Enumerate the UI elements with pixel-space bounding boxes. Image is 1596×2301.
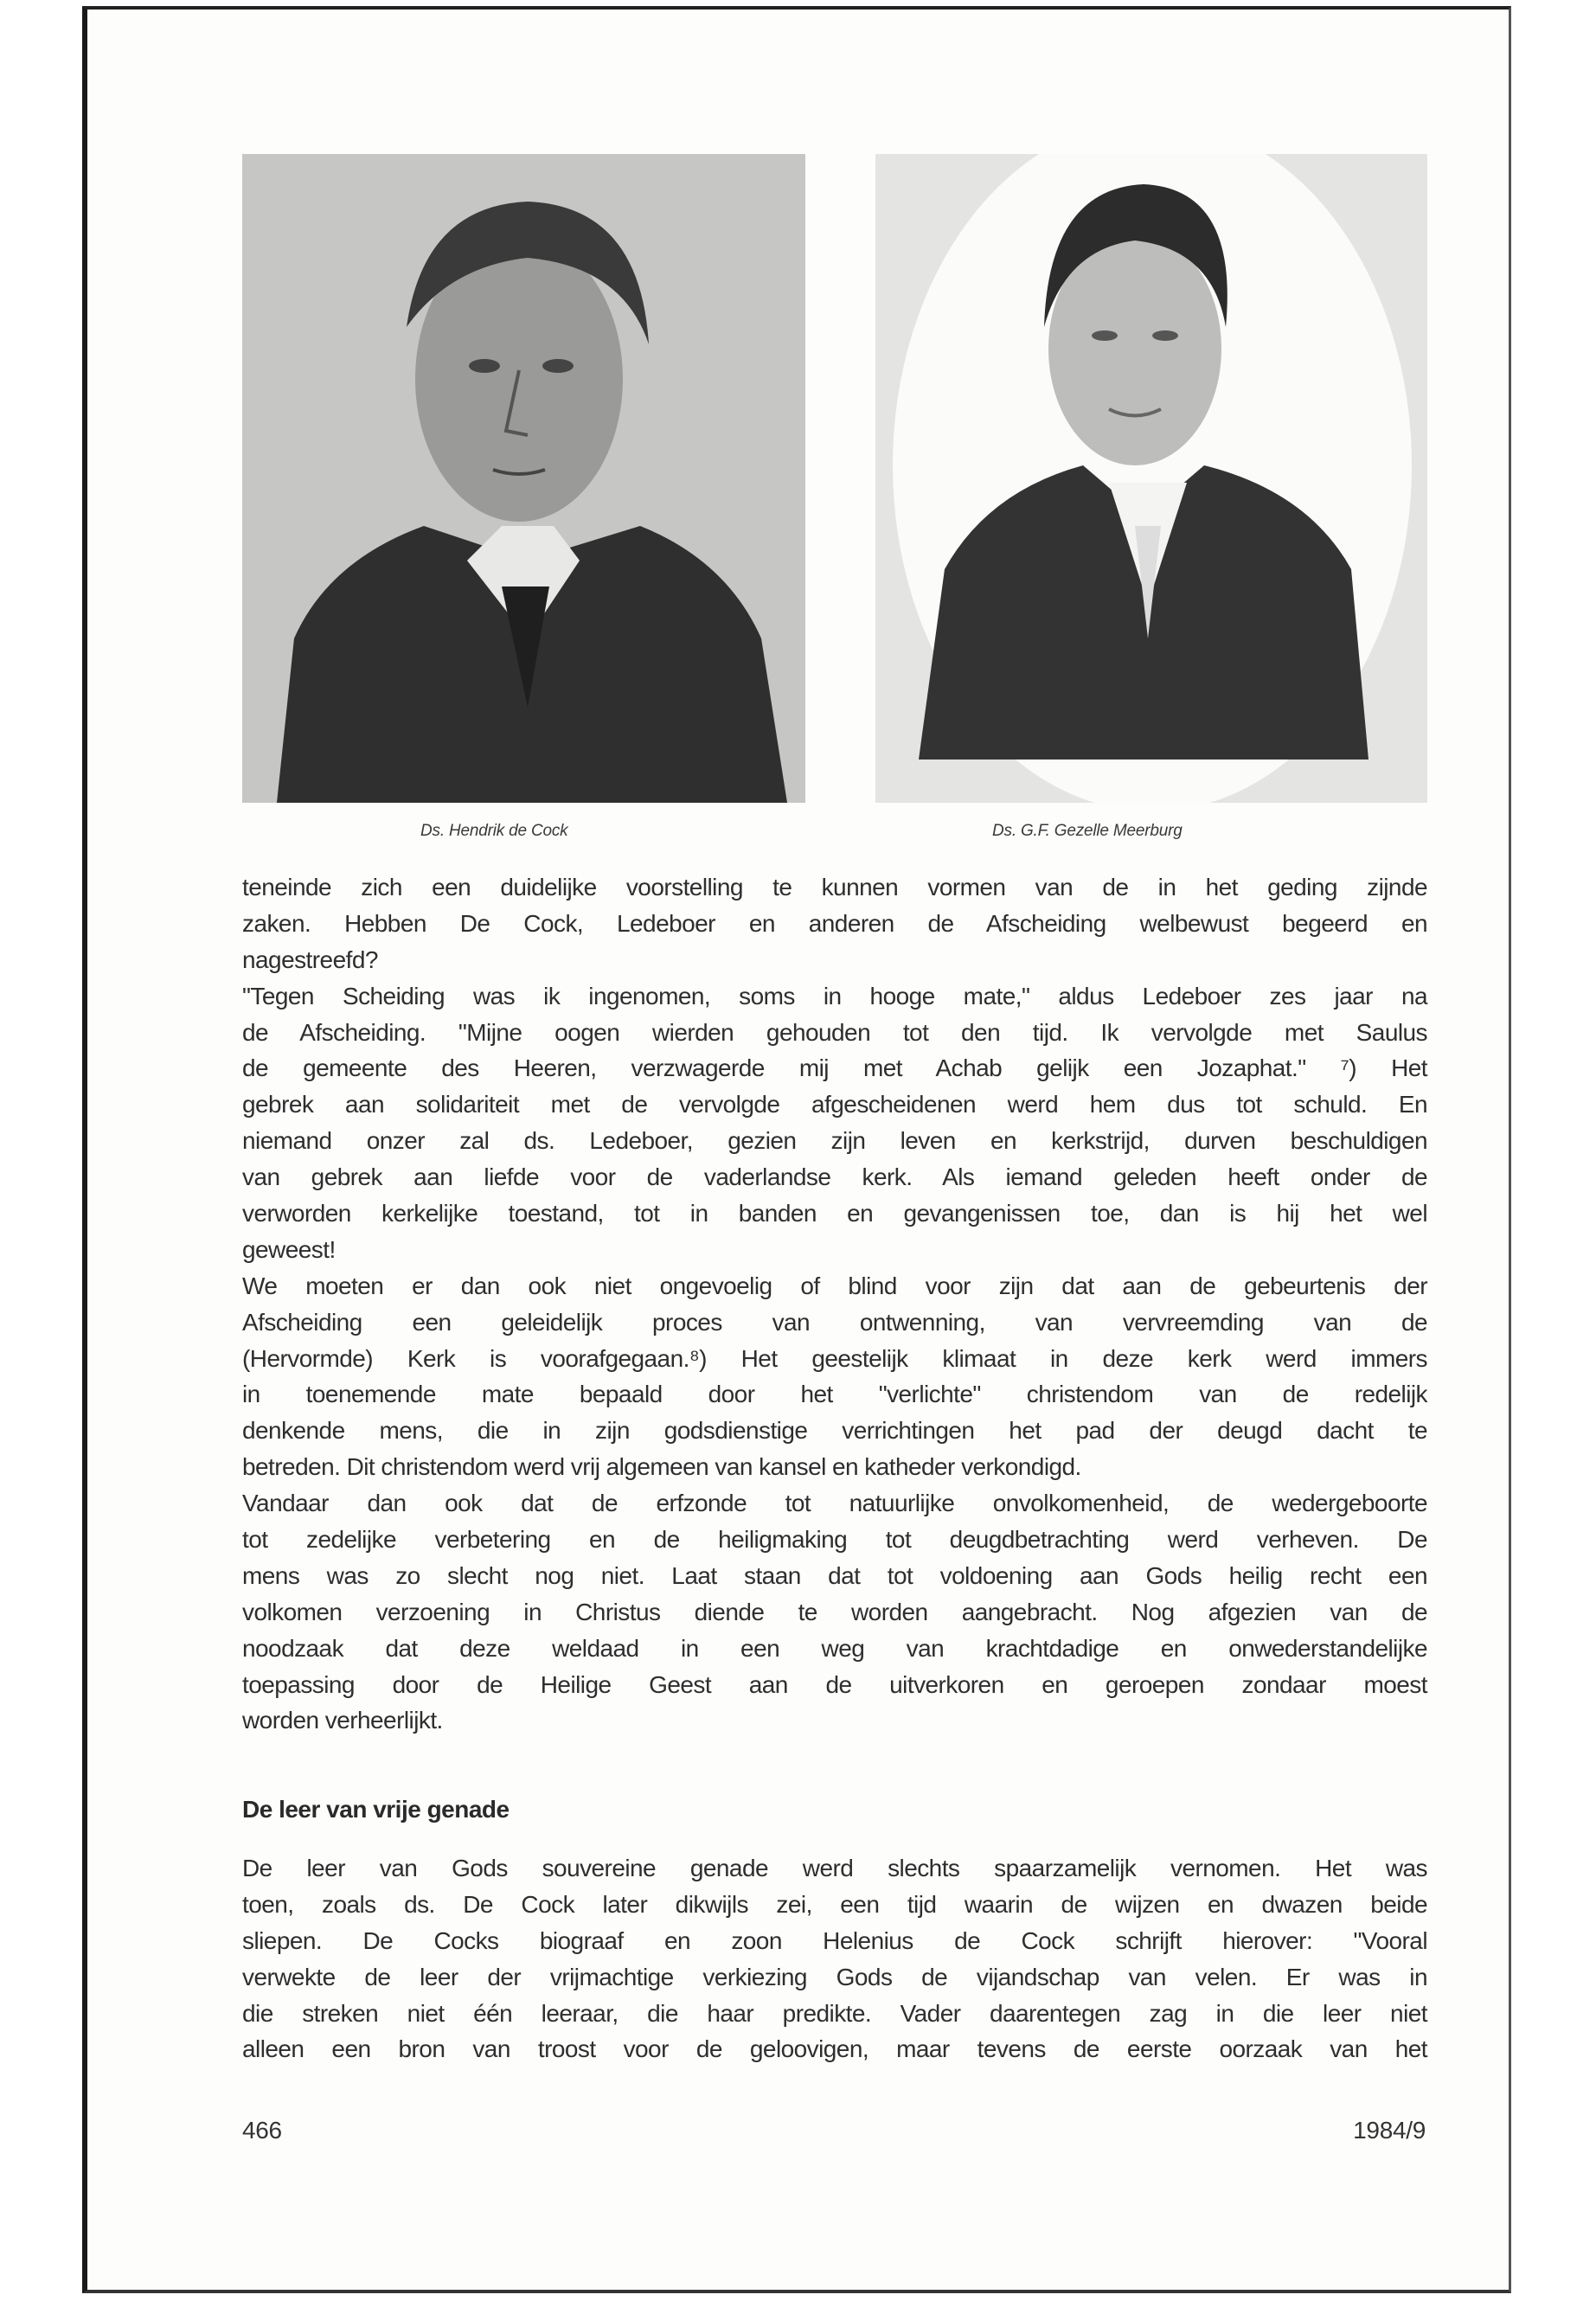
text-line: (Hervormde) Kerk is voorafgegaan.⁸) Het geestelijk klimaat in deze kerk werd immers	[242, 1344, 1427, 1372]
text-line: worden verheerlijkt.	[242, 1707, 443, 1734]
portrait-engraving-right	[875, 154, 1427, 803]
text-line: die streken niet één leeraar, die haar predikte. Vader daarentegen zag in die leer niet	[242, 1999, 1427, 2027]
text-line: volkomen verzoening in Christus diende te worden aangebracht. Nog afgezien van de	[242, 1598, 1427, 1625]
text-line: de gemeente des Heeren, verzwagerde mij met Achab gelijk een Jozaphat." ⁷) Het	[242, 1054, 1427, 1082]
text-line: toen, zoals ds. De Cock later dikwijls zei, een tijd waarin de wijzen en dwazen beide	[242, 1890, 1427, 1918]
text-line: de Afscheiding. "Mijne oogen wierden gehouden tot den tijd. Ik vervolgde met Saulus	[242, 1018, 1427, 1046]
portrait-hendrik-de-cock	[242, 154, 805, 803]
text-line: We moeten er dan ook niet ongevoelig of blind voor zijn dat aan de gebeurtenis der	[242, 1272, 1427, 1299]
text-line: Afscheiding een geleidelijk proces van ontwenning, van vervreemding van de	[242, 1308, 1427, 1336]
text-line: verworden kerkelijke toestand, tot in banden en gevangenissen toe, dan is hij het wel	[242, 1200, 1427, 1227]
text-line: mens was zo slecht nog niet. Laat staan dat tot voldoening aan Gods heilig recht een	[242, 1561, 1427, 1589]
section-heading: De leer van vrije genade	[242, 1796, 510, 1823]
text-line: zaken. Hebben De Cock, Ledeboer en anderen de Afscheiding welbewust begeerd en	[242, 909, 1427, 937]
text-line: toepassing door de Heilige Geest aan de uitverkoren en geroepen zondaar moest	[242, 1670, 1427, 1698]
text-line: "Tegen Scheiding was ik ingenomen, soms in hooge mate," aldus Ledeboer zes jaar na	[242, 982, 1427, 1009]
text-line: denkende mens, die in zijn godsdienstige verrichtingen het pad der deugd dacht te	[242, 1417, 1427, 1445]
text-line: in toenemende mate bepaald door het "verlichte" christendom van de redelijk	[242, 1381, 1427, 1408]
text-line: geweest!	[242, 1235, 336, 1263]
text-line: teneinde zich een duidelijke voorstelling te kunnen vormen van de in het geding zijnde	[242, 874, 1427, 901]
text-line: gebrek aan solidariteit met de vervolgde afgescheidenen werd hem dus tot schuld. En	[242, 1091, 1427, 1118]
text-line: noodzaak dat deze weldaad in een weg van krachtdadige en onwederstandelijke	[242, 1634, 1427, 1662]
text-line: tot zedelijke verbetering en de heiligmaking tot deugdbetrachting werd verheven. De	[242, 1526, 1427, 1554]
portrait-gezelle-meerburg	[875, 154, 1427, 803]
text-line: verwekte de leer der vrijmachtige verkiezing Gods de vijandschap van velen. Er was in	[242, 1963, 1427, 1990]
body-text-section-2	[242, 1850, 1427, 2067]
text-line: sliepen. De Cocks biograaf en zoon Helenius de Cock schrijft hierover: "Vooral	[242, 1926, 1427, 1954]
text-line: nagestreefd?	[242, 945, 378, 973]
text-line: betreden. Dit christendom werd vrij algemeen van kansel en katheder verkondigd.	[242, 1453, 1081, 1481]
text-line: alleen een bron van troost voor de geloovigen, maar tevens de eerste oorzaak van het	[242, 2035, 1427, 2063]
caption-left: Ds. Hendrik de Cock	[420, 822, 568, 840]
page-number: 466	[242, 2117, 282, 2144]
text-line: De leer van Gods souvereine genade werd slechts spaarzamelijk vernomen. Het was	[242, 1855, 1427, 1881]
body-text-section-1	[242, 869, 1427, 1739]
portrait-engraving-left	[242, 154, 805, 803]
text-line: van gebrek aan liefde voor de vaderlandse kerk. Als iemand geleden heeft onder de	[242, 1163, 1427, 1191]
text-line: Vandaar dan ook dat de erfzonde tot natuurlijke onvolkomenheid, de wedergeboorte	[242, 1490, 1427, 1517]
issue-number: 1984/9	[1353, 2117, 1426, 2144]
caption-right: Ds. G.F. Gezelle Meerburg	[992, 822, 1183, 840]
text-line: niemand onzer zal ds. Ledeboer, gezien zijn leven en kerkstrijd, durven beschuldigen	[242, 1127, 1427, 1155]
